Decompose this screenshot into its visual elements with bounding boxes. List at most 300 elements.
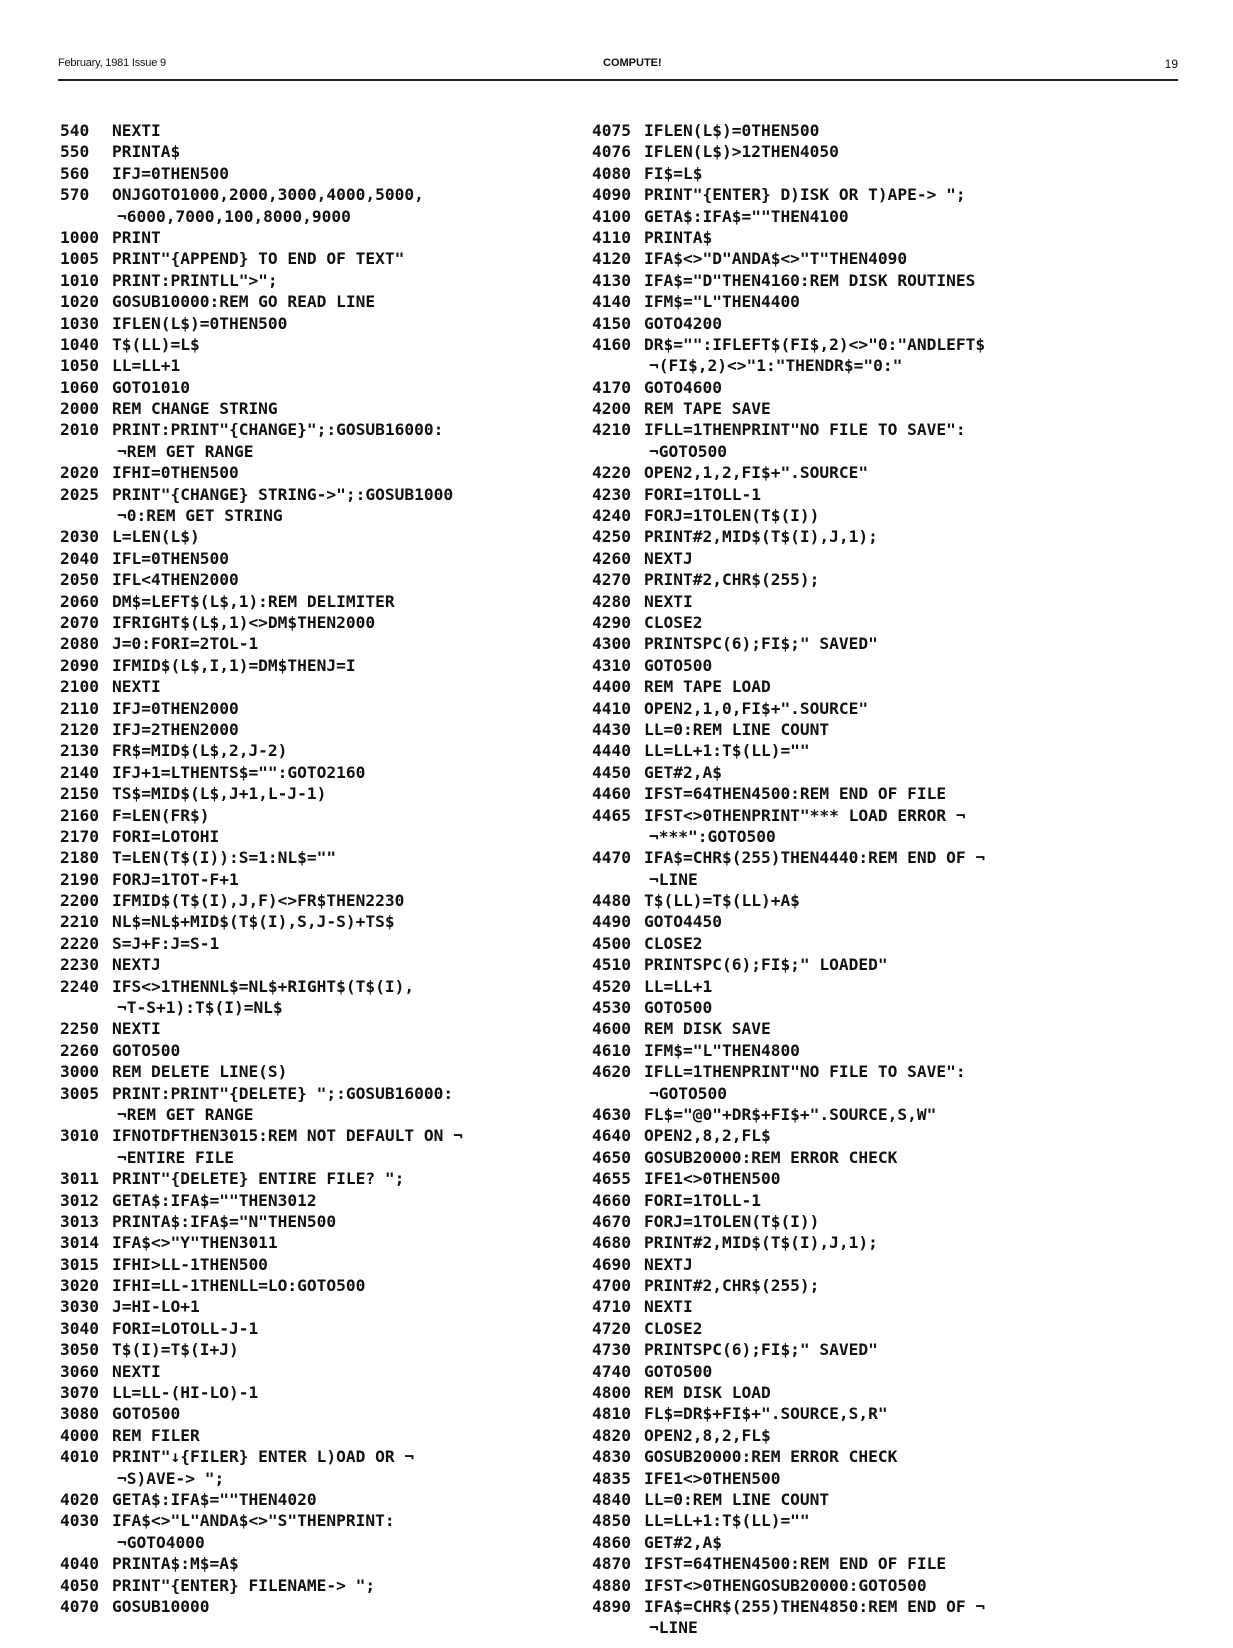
statement-text: TS$=MID$(L$,J+1,L-J-1) [112,784,327,804]
line-number: 4480 [592,891,631,911]
line-number: 4710 [592,1297,631,1317]
line-number: 4450 [592,762,631,782]
line-number: 4870 [592,1554,631,1574]
code-line [592,291,985,312]
statement-text: IFLEN(L$)=0THEN500 [644,121,820,140]
line-number: 4890 [592,1596,631,1616]
statement-text: GOTO500 [644,998,713,1018]
statement-text: OPEN2,1,2,FI$+".SOURCE" [644,463,869,483]
statement-text: FL$=DR$+FI$+".SOURCE,S,R" [644,1404,888,1424]
code-line [592,911,985,932]
statement-text: LL=LL+1 [644,976,713,996]
statement-text: IFHI=0THEN500 [112,463,239,483]
code-line [592,227,985,248]
line-number: 4150 [592,313,631,333]
line-number: 4510 [592,955,631,975]
code-line-continuation [60,505,463,526]
code-line [60,1553,463,1574]
code-line [592,655,985,676]
line-number: 2030 [60,527,99,547]
line-number: 4465 [592,805,631,825]
code-line [60,655,463,676]
line-number: 2020 [60,463,99,483]
code-line [60,163,463,184]
line-number: 4230 [592,484,631,504]
code-line [592,933,985,954]
line-number: 3060 [60,1361,99,1381]
statement-text: REM TAPE SAVE [644,399,771,419]
line-number: 4310 [592,655,631,675]
statement-text: ¬GOTO500 [649,441,727,461]
statement-text: OPEN2,8,2,FL$ [644,1425,771,1445]
statement-text: T$(LL)=L$ [112,334,200,354]
line-number: 4720 [592,1318,631,1338]
code-line [60,933,463,954]
line-number: 2160 [60,805,99,825]
line-number: 3030 [60,1297,99,1317]
statement-text: PRINTA$:M$=A$ [112,1554,239,1574]
statement-text: GOSUB20000:REM ERROR CHECK [644,1447,898,1467]
code-line [592,740,985,761]
line-number: 4700 [592,1276,631,1296]
statement-text: IFST=64THEN4500:REM END OF FILE [644,784,947,804]
code-line [60,719,463,740]
line-number: 4200 [592,399,631,419]
code-line [592,805,985,826]
line-number: 4260 [592,548,631,568]
statement-text: ¬REM GET RANGE [117,441,254,461]
line-number: 2000 [60,399,99,419]
statement-text: FORJ=1TOLEN(T$(I)) [644,1211,820,1231]
line-number: 570 [60,185,90,205]
statement-text: T=LEN(T$(I)):S=1:NL$="" [112,848,337,868]
code-line [592,141,985,162]
code-line [60,1489,463,1510]
code-line [60,740,463,761]
code-line [592,548,985,569]
statement-text: GOTO4200 [644,313,722,333]
statement-text: ¬6000,7000,100,8000,9000 [117,206,351,226]
code-line [592,505,985,526]
line-number: 2140 [60,762,99,782]
code-line [60,676,463,697]
statement-text: PRINTA$ [112,142,181,162]
line-number: 2220 [60,933,99,953]
code-line [60,805,463,826]
line-number: 3011 [60,1169,99,1189]
code-line-continuation [60,1104,463,1125]
statement-text: CLOSE2 [644,933,703,953]
code-line [592,206,985,227]
statement-text: REM DISK SAVE [644,1019,771,1039]
statement-text: REM DISK LOAD [644,1383,771,1403]
line-number: 3000 [60,1062,99,1082]
statement-text: LL=LL+1:T$(LL)="" [644,1511,810,1531]
statement-text: FORJ=1TOT-F+1 [112,869,239,889]
line-number: 4410 [592,698,631,718]
code-line [60,1446,463,1467]
statement-text: PRINT#2,CHR$(255); [644,1276,820,1296]
line-number: 550 [60,142,90,162]
statement-text: LL=0:REM LINE COUNT [644,1490,830,1509]
code-line [60,1083,463,1104]
statement-text: PRINT [112,227,161,247]
statement-text: NEXTI [112,1019,161,1039]
line-number: 4460 [592,784,631,804]
line-number: 1000 [60,227,99,247]
code-line [60,612,463,633]
code-line [60,1596,463,1617]
line-number: 2180 [60,848,99,868]
line-number: 1040 [60,334,99,354]
code-line [592,1361,985,1382]
statement-text: IFM$="L"THEN4800 [644,1040,800,1060]
code-line [60,1425,463,1446]
line-number: 3050 [60,1340,99,1360]
statement-text: REM FILER [112,1425,200,1445]
line-number: 2050 [60,570,99,590]
code-line [592,377,985,398]
line-number: 4800 [592,1383,631,1403]
statement-text: ¬GOTO500 [649,1083,727,1103]
statement-text: IFA$<>"L"ANDA$<>"S"THENPRINT: [112,1511,395,1531]
code-line [592,1446,985,1467]
code-line [60,591,463,612]
code-line [592,1211,985,1232]
statement-text: IFLL=1THENPRINT"NO FILE TO SAVE": [644,1062,966,1082]
statement-text: IFA$=CHR$(255)THEN4850:REM END OF ¬ [644,1596,986,1616]
statement-text: FORI=LOTOLL-J-1 [112,1318,259,1338]
code-line [592,462,985,483]
code-line [592,1403,985,1424]
statement-text: PRINTSPC(6);FI$;" SAVED" [644,634,878,654]
statement-text: IFLEN(L$)=0THEN500 [112,313,288,333]
code-line [60,1168,463,1189]
statement-text: LL=0:REM LINE COUNT [644,719,830,739]
line-number: 1050 [60,356,99,376]
line-number: 2260 [60,1040,99,1060]
code-line [592,569,985,590]
line-number: 4130 [592,270,631,290]
code-line [60,633,463,654]
statement-text: IFMID$(T$(I),J,F)<>FR$THEN2230 [112,891,405,911]
statement-text: IFL=0THEN500 [112,548,229,568]
statement-text: OPEN2,1,0,FI$+".SOURCE" [644,698,869,718]
code-line [60,869,463,890]
line-number: 4470 [592,848,631,868]
code-line [592,184,985,205]
page-number: 19 [1164,57,1178,71]
code-line [60,1061,463,1082]
statement-text: PRINT#2,MID$(T$(I),J,1); [644,527,878,547]
code-line [60,526,463,547]
statement-text: T$(I)=T$(I+J) [112,1340,239,1360]
code-line [592,1190,985,1211]
code-line [60,462,463,483]
line-number: 2010 [60,420,99,440]
line-number: 2250 [60,1019,99,1039]
line-number: 4650 [592,1147,631,1167]
line-number: 4655 [592,1169,631,1189]
code-line [60,954,463,975]
code-line [60,227,463,248]
line-number: 4070 [60,1596,99,1616]
code-line [60,569,463,590]
code-line [592,997,985,1018]
statement-text: IFLL=1THENPRINT"NO FILE TO SAVE": [644,420,966,440]
line-number: 1020 [60,292,99,312]
line-number: 4240 [592,506,631,526]
code-line [60,847,463,868]
line-number: 4140 [592,292,631,312]
statement-text: GOSUB10000:REM GO READ LINE [112,292,376,312]
statement-text: ¬0:REM GET STRING [117,506,283,526]
code-line [60,1296,463,1317]
statement-text: IFE1<>0THEN500 [644,1468,781,1488]
statement-text: GOTO500 [644,1361,713,1381]
statement-text: IFST<>0THENPRINT"*** LOAD ERROR ¬ [644,805,966,825]
line-number: 4670 [592,1211,631,1231]
code-line [592,1275,985,1296]
line-number: 2120 [60,719,99,739]
code-line [592,1425,985,1446]
statement-text: NEXTI [644,1297,693,1317]
code-line [60,911,463,932]
code-line-continuation [592,355,985,376]
code-line [592,1040,985,1061]
line-number: 2130 [60,741,99,761]
listing-column-right [592,120,985,1639]
line-number: 4640 [592,1126,631,1146]
statement-text: T$(LL)=T$(LL)+A$ [644,891,800,911]
code-line [60,698,463,719]
line-number: 2060 [60,591,99,611]
statement-text: GOTO4450 [644,912,722,932]
line-number: 3015 [60,1254,99,1274]
code-line [592,676,985,697]
code-line [592,1318,985,1339]
code-line [592,591,985,612]
statement-text: LL=LL-(HI-LO)-1 [112,1383,259,1403]
statement-text: IFHI=LL-1THENLL=LO:GOTO500 [112,1276,366,1296]
code-line [592,1489,985,1510]
statement-text: NL$=NL$+MID$(T$(I),S,J-S)+TS$ [112,912,395,932]
statement-text: NEXTI [112,677,161,697]
code-line [60,1018,463,1039]
code-line [592,1468,985,1489]
code-line [60,1040,463,1061]
line-number: 4250 [592,527,631,547]
code-line [60,1575,463,1596]
line-number: 4600 [592,1019,631,1039]
statement-text: PRINT:PRINT"{DELETE} ";:GOSUB16000: [112,1083,454,1103]
statement-text: GET#2,A$ [644,762,722,782]
code-line [60,1339,463,1360]
code-line [592,248,985,269]
code-line [592,1382,985,1403]
code-line [592,1125,985,1146]
statement-text: FORI=1TOLL-1 [644,484,761,504]
statement-text: PRINT:PRINTLL">"; [112,270,278,290]
statement-text: F=LEN(FR$) [112,805,210,825]
code-line [592,1254,985,1275]
statement-text: IFA$<>"D"ANDA$<>"T"THEN4090 [644,249,908,269]
code-line [60,976,463,997]
code-line [592,1104,985,1125]
statement-text: CLOSE2 [644,612,703,632]
statement-text: GETA$:IFA$=""THEN3012 [112,1190,317,1210]
code-line [60,762,463,783]
code-line-continuation [60,1147,463,1168]
code-line [592,698,985,719]
line-number: 2100 [60,677,99,697]
statement-text: ¬LINE [649,869,698,889]
code-line [592,1232,985,1253]
statement-text: ¬ENTIRE FILE [117,1147,234,1167]
code-line-continuation [60,997,463,1018]
line-number: 2230 [60,955,99,975]
line-number: 4835 [592,1468,631,1488]
statement-text: NEXTI [112,121,161,140]
statement-text: NEXTJ [112,955,161,975]
code-line [60,419,463,440]
code-line [592,163,985,184]
statement-text: ¬***":GOTO500 [649,826,776,846]
code-line [592,1553,985,1574]
line-number: 2070 [60,612,99,632]
statement-text: NEXTJ [644,548,693,568]
statement-text: IFM$="L"THEN4400 [644,292,800,312]
statement-text: IFRIGHT$(L$,1)<>DM$THEN2000 [112,612,376,632]
statement-text: IFS<>1THENNL$=NL$+RIGHT$(T$(I), [112,976,415,996]
line-number: 4210 [592,420,631,440]
statement-text: NEXTI [644,591,693,611]
statement-text: FR$=MID$(L$,2,J-2) [112,741,288,761]
line-number: 4820 [592,1425,631,1445]
statement-text: ¬LINE [649,1618,698,1638]
line-number: 560 [60,163,90,183]
code-line [592,1532,985,1553]
statement-text: IFL<4THEN2000 [112,570,239,590]
line-number: 4620 [592,1062,631,1082]
line-number: 4050 [60,1575,99,1595]
code-line [592,398,985,419]
statement-text: PRINT:PRINT"{CHANGE}";:GOSUB16000: [112,420,444,440]
statement-text: ¬GOTO4000 [117,1532,205,1552]
statement-text: IFA$=CHR$(255)THEN4440:REM END OF ¬ [644,848,986,868]
code-line [592,1596,985,1617]
statement-text: GOTO500 [112,1404,181,1424]
statement-text: GET#2,A$ [644,1532,722,1552]
code-line-continuation [592,1083,985,1104]
line-number: 4280 [592,591,631,611]
code-line [592,1296,985,1317]
statement-text: REM DELETE LINE(S) [112,1062,288,1082]
code-line [60,1125,463,1146]
statement-text: IFST=64THEN4500:REM END OF FILE [644,1554,947,1574]
statement-text: J=HI-LO+1 [112,1297,200,1317]
line-number: 4170 [592,377,631,397]
code-line [60,291,463,312]
line-number: 4270 [592,570,631,590]
magazine-title: COMPUTE! [603,57,662,69]
statement-text: PRINT#2,CHR$(255); [644,570,820,590]
line-number: 2240 [60,976,99,996]
line-number: 2150 [60,784,99,804]
code-line [60,270,463,291]
line-number: 4500 [592,933,631,953]
code-line [60,120,463,141]
header-rule [58,79,1178,81]
line-number: 4020 [60,1490,99,1509]
statement-text: PRINTA$ [644,227,713,247]
code-line [592,419,985,440]
line-number: 4850 [592,1511,631,1531]
line-number: 2110 [60,698,99,718]
line-number: 1010 [60,270,99,290]
code-line [592,847,985,868]
line-number: 4840 [592,1490,631,1509]
code-line [60,1190,463,1211]
code-line [60,1254,463,1275]
code-line [592,270,985,291]
statement-text: PRINT"{ENTER} FILENAME-> "; [112,1575,376,1595]
line-number: 4530 [592,998,631,1018]
statement-text: IFA$<>"Y"THEN3011 [112,1233,278,1253]
line-number: 4290 [592,612,631,632]
statement-text: J=0:FORI=2TOL-1 [112,634,259,654]
code-line [592,976,985,997]
statement-text: ¬(FI$,2)<>"1:"THENDR$="0:" [649,356,903,376]
code-line [60,890,463,911]
issue-date: February, 1981 Issue 9 [58,57,166,69]
line-number: 4520 [592,976,631,996]
statement-text: NEXTJ [644,1254,693,1274]
code-line [60,1211,463,1232]
statement-text: LL=LL+1:T$(LL)="" [644,741,810,761]
line-number: 4440 [592,741,631,761]
line-number: 2210 [60,912,99,932]
line-number: 4880 [592,1575,631,1595]
statement-text: PRINTSPC(6);FI$;" SAVED" [644,1340,878,1360]
statement-text: GOSUB20000:REM ERROR CHECK [644,1147,898,1167]
line-number: 2080 [60,634,99,654]
code-line [592,1147,985,1168]
statement-text: IFE1<>0THEN500 [644,1169,781,1189]
code-line [60,313,463,334]
statement-text: S=J+F:J=S-1 [112,933,220,953]
code-line [60,484,463,505]
statement-text: ONJGOTO1000,2000,3000,4000,5000, [112,185,424,205]
code-line-continuation [60,1468,463,1489]
line-number: 4040 [60,1554,99,1574]
line-number: 4630 [592,1104,631,1124]
line-number: 4090 [592,185,631,205]
statement-text: PRINT"↓{FILER} ENTER L)OAD OR ¬ [112,1447,415,1467]
statement-text: ¬S)AVE-> "; [117,1468,225,1488]
code-line [592,762,985,783]
statement-text: LL=LL+1 [112,356,181,376]
code-line [592,1575,985,1596]
code-line [592,1061,985,1082]
code-line-continuation [592,1617,985,1638]
code-line [592,783,985,804]
statement-text: FI$=L$ [644,163,703,183]
code-line [592,719,985,740]
statement-text: IFJ=2THEN2000 [112,719,239,739]
statement-text: DR$="":IFLEFT$(FI$,2)<>"0:"ANDLEFT$ [644,334,986,354]
code-line [592,334,985,355]
